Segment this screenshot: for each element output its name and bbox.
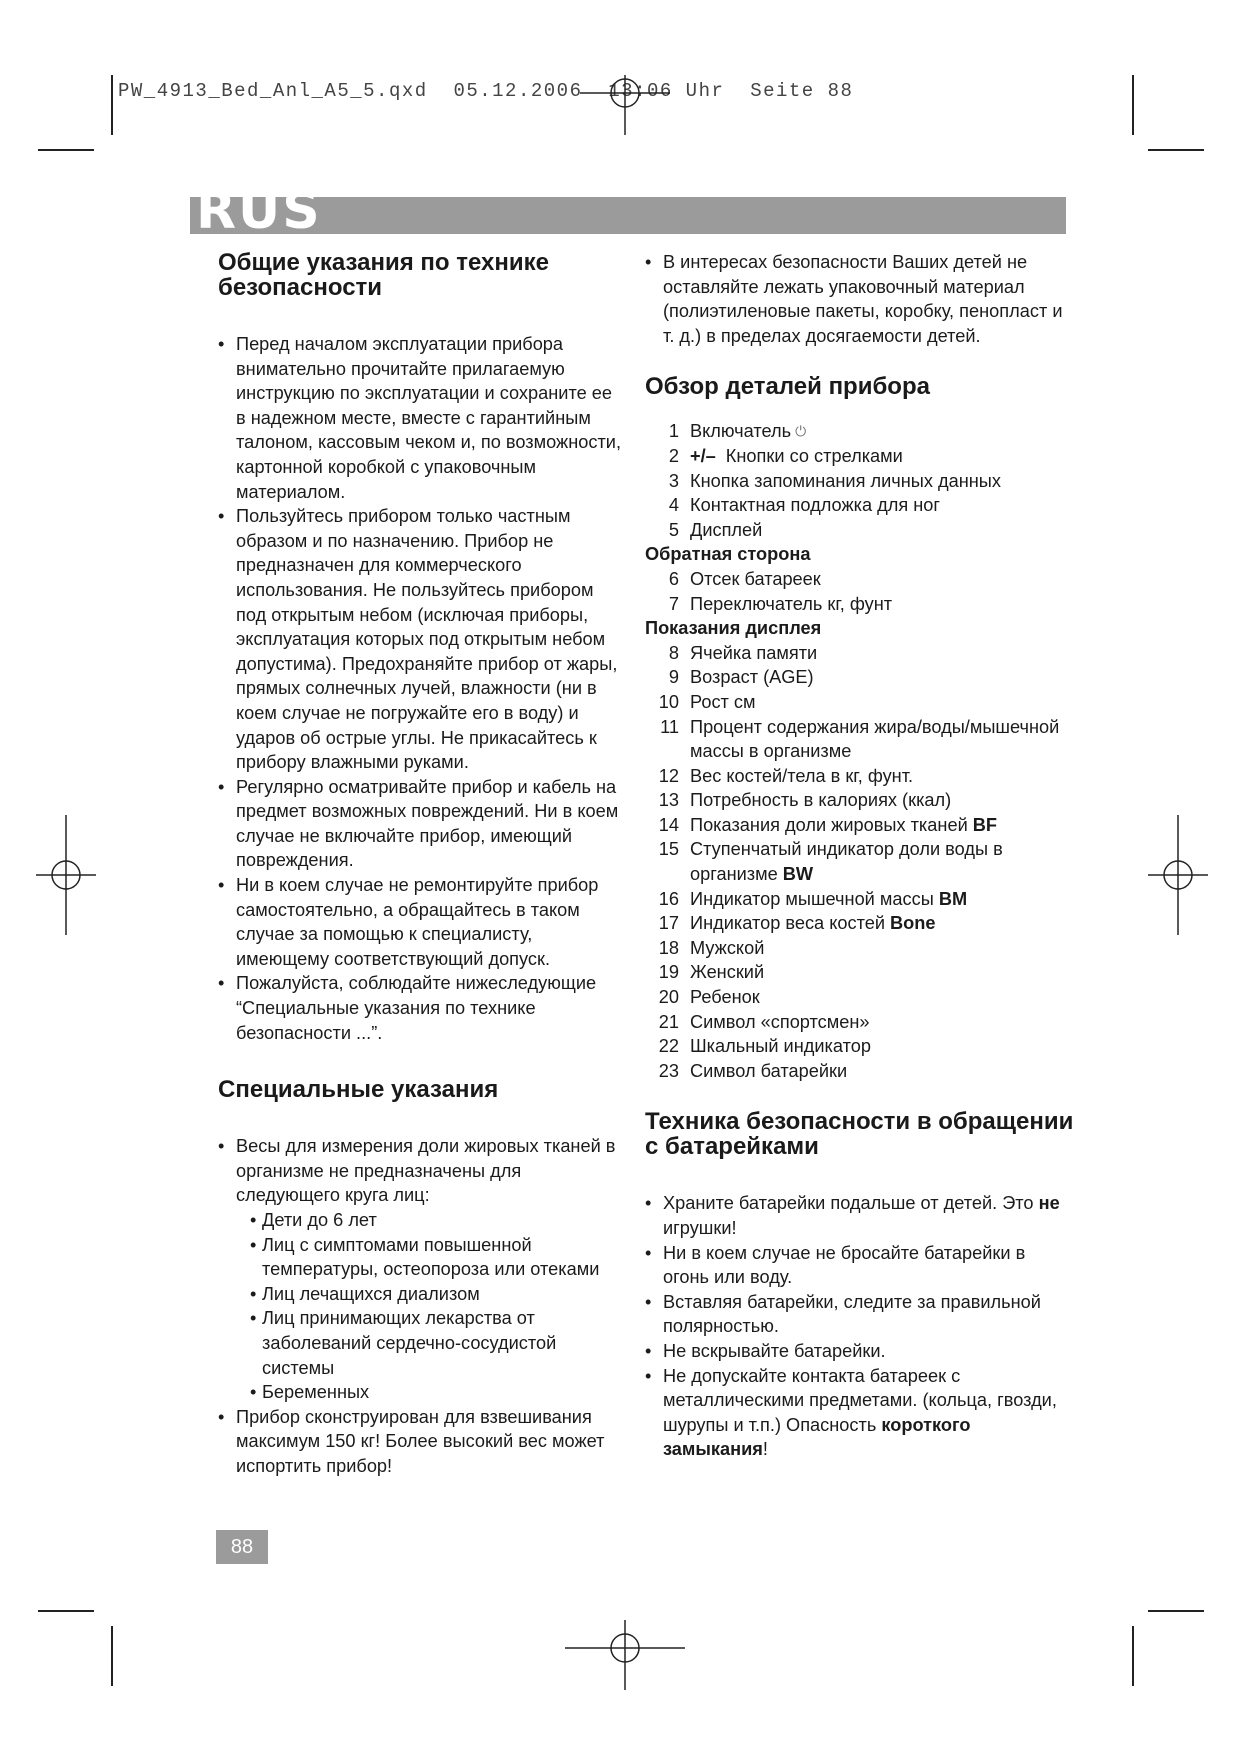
- part-label: Вес костей/тела в кг, фунт.: [690, 765, 914, 786]
- emphasis: не: [1038, 1193, 1060, 1214]
- part-label: Индикатор веса костей: [690, 913, 891, 934]
- part-label: Шкальный индикатор: [690, 1036, 871, 1057]
- heading-battery-safety: Техника безопасности в обращении с батарейками: [645, 1108, 1074, 1161]
- heading-parts-overview: Обзор деталей прибора: [645, 373, 930, 401]
- part-number: 15: [658, 839, 679, 860]
- part-number: 1: [668, 421, 679, 442]
- language-label: RUS: [196, 181, 322, 241]
- part-label: Ступенчатый индикатор доли воды в организме: [690, 839, 1003, 885]
- list-item-text: !: [762, 1439, 768, 1460]
- heading-special-notes: Специальные указания: [218, 1076, 499, 1104]
- crop-mark: [1132, 1626, 1134, 1686]
- part-item: [645, 788, 1075, 813]
- parts-list: [645, 419, 1075, 1083]
- registration-mark-bottom: [565, 1620, 685, 1690]
- part-number: 17: [658, 913, 679, 934]
- heading-general-safety: Общие указания по технике безопасности: [218, 249, 549, 301]
- general-safety-list: [218, 332, 623, 1045]
- sub-list: [236, 1208, 623, 1405]
- part-code: BW: [782, 864, 814, 885]
- registration-mark-right: [1148, 815, 1208, 935]
- list-item: • Перед началом эксплуатации прибора внимательно прочитайте прилагаемую инструкцию по эксплуатации и сохраните ее в надежном месте, вместе с гарантийным талоном, кассовым чеком и, по возможности, картонной коробкой с упаковочным материалом.: [218, 332, 623, 504]
- part-number: 19: [658, 962, 679, 983]
- list-item: • Прибор сконструирован для взвешивания максимум 150 кг! Более высокий вес может испортить прибор!: [218, 1405, 623, 1479]
- part-label: Кнопка запоминания личных данных: [690, 470, 1001, 491]
- crop-mark: [111, 1626, 113, 1686]
- part-number: 11: [660, 716, 679, 737]
- part-number: 5: [668, 519, 679, 540]
- part-number: 9: [668, 667, 679, 688]
- battery-safety-list: [645, 1191, 1075, 1462]
- left-column: [218, 250, 623, 1479]
- part-code: Bone: [890, 913, 936, 934]
- part-code: BF: [972, 814, 998, 835]
- plus-minus-symbol: +/–: [690, 445, 716, 466]
- list-item: • Пользуйтесь прибором только частным образом и по назначению. Прибор не предназначен для коммерческого использования. Не пользуйтесь прибором под открытым небом (исключая приборы, эксплуатация которых под открытым небом допустима). Предохраняйте прибор от жары, прямых солнечных лучей, влажности (ни в коем случае не погружайте его в воду) и ударов об острые углы. Не прикасайтесь к прибору влажными руками.: [218, 504, 623, 775]
- part-label: Символ батарейки: [690, 1060, 848, 1081]
- list-item: • Регулярно осматривайте прибор и кабель на предмет возможных повреждений. Ни в коем случае не включайте прибор, имеющий повреждения.: [218, 775, 623, 873]
- sub-list-item: • Беременных: [250, 1380, 623, 1405]
- part-item: [645, 1034, 1075, 1059]
- part-label: Индикатор мышечной массы: [690, 888, 939, 909]
- list-item: • Не вскрывайте батарейки.: [645, 1339, 1075, 1364]
- part-label: Мужской: [690, 937, 765, 958]
- part-number: 22: [658, 1036, 679, 1057]
- section-label-display: Показания дисплея: [645, 618, 822, 639]
- part-item: [645, 837, 1075, 886]
- part-item: [645, 813, 1075, 838]
- part-label: Процент содержания жира/воды/мышечной массы в организме: [690, 716, 1060, 762]
- list-item-text: Не допускайте контакта батареек с металлическими предметами. (кольца, гвозди, шурупы и т.п.) Опасность: [663, 1365, 1057, 1435]
- part-number: 23: [658, 1060, 679, 1081]
- sub-list-item: • Лиц лечащихся диализом: [250, 1282, 623, 1307]
- part-item: [645, 690, 1075, 715]
- part-item: [645, 469, 1075, 494]
- section-label-back: Обратная сторона: [645, 544, 811, 565]
- part-label: Ребенок: [690, 987, 760, 1008]
- part-number: 4: [668, 495, 679, 516]
- part-label: Контактная подложка для ног: [690, 495, 941, 516]
- crop-mark: [1148, 149, 1204, 151]
- part-item: [645, 419, 1075, 444]
- list-item: • В интересах безопасности Ваших детей не оставляйте лежать упаковочный материал (полиэтиленовые пакеты, коробку, пенопласт и т. д.) в пределах досягаемости детей.: [645, 250, 1075, 348]
- crop-mark: [38, 1610, 94, 1612]
- part-label: Кнопки со стрелками: [725, 445, 903, 466]
- part-number: 20: [658, 987, 679, 1008]
- part-item: [645, 985, 1075, 1010]
- part-number: 7: [668, 593, 679, 614]
- sub-list-item: • Лиц принимающих лекарства от заболеваний сердечно-сосудистой системы: [250, 1306, 623, 1380]
- part-item: [645, 936, 1075, 961]
- right-column: [645, 250, 1075, 1462]
- part-item: [645, 911, 1075, 936]
- list-item-text: Храните батарейки подальше от детей. Это: [663, 1193, 1039, 1214]
- part-item: [645, 887, 1075, 912]
- part-number: 2: [668, 445, 679, 466]
- list-item: [645, 1191, 1075, 1240]
- part-item: [645, 641, 1075, 666]
- crop-mark: [1148, 1610, 1204, 1612]
- part-label: Включатель: [690, 421, 792, 442]
- sub-list-item: • Дети до 6 лет: [250, 1208, 623, 1233]
- crop-mark: [1132, 75, 1134, 135]
- part-number: 21: [658, 1011, 679, 1032]
- list-item: • Пожалуйста, соблюдайте нижеследующие “Специальные указания по технике безопасности ...”.: [218, 971, 623, 1045]
- part-item: [645, 444, 1075, 469]
- part-item: [645, 518, 1075, 543]
- page-number: 88: [216, 1530, 268, 1564]
- emphasis: короткого замыкания: [663, 1414, 971, 1460]
- part-item: [645, 592, 1075, 617]
- part-item: [645, 665, 1075, 690]
- part-label: Переключатель кг, фунт: [690, 593, 893, 614]
- part-number: 18: [658, 937, 679, 958]
- part-item: [645, 715, 1075, 764]
- part-number: 14: [658, 814, 679, 835]
- sub-list-item: • Лиц с симптомами повышенной температуры, остеопороза или отеками: [250, 1233, 623, 1282]
- part-number: 6: [668, 568, 679, 589]
- part-number: 16: [658, 888, 679, 909]
- part-item: [645, 764, 1075, 789]
- print-slug: PW_4913_Bed_Anl_A5_5.qxd 05.12.2006 13:06 Uhr Seite 88: [118, 80, 854, 102]
- list-item: • Ни в коем случае не ремонтируйте прибор самостоятельно, а обращайтесь в таком случае за помощью к специалисту, имеющему соответствующий допуск.: [218, 873, 623, 971]
- list-item: • Ни в коем случае не бросайте батарейки в огонь или воду.: [645, 1241, 1075, 1290]
- part-number: 8: [668, 642, 679, 663]
- part-item: [645, 960, 1075, 985]
- part-label: Рост см: [690, 691, 756, 712]
- crop-mark: [111, 75, 113, 135]
- part-item: [645, 567, 1075, 592]
- part-label: Символ «спортсмен»: [690, 1011, 870, 1032]
- part-item: [645, 1010, 1075, 1035]
- list-item-text: игрушки!: [663, 1218, 737, 1238]
- part-label: Отсек батареек: [690, 568, 821, 589]
- part-item: [645, 1059, 1075, 1084]
- part-label: Ячейка памяти: [690, 642, 818, 663]
- part-label: Потребность в калориях (ккал): [690, 790, 952, 811]
- part-label: Женский: [690, 962, 765, 983]
- list-item: [218, 1134, 623, 1405]
- list-item: [645, 1364, 1075, 1462]
- part-label: Показания доли жировых тканей: [690, 814, 973, 835]
- part-number: 10: [658, 691, 679, 712]
- registration-mark-left: [36, 815, 96, 935]
- special-notes-list: [218, 1134, 623, 1478]
- part-label: Возраст (AGE): [690, 667, 814, 688]
- part-number: 3: [668, 470, 679, 491]
- part-label: Дисплей: [690, 519, 763, 540]
- part-number: 12: [658, 765, 679, 786]
- crop-mark: [38, 149, 94, 151]
- part-code: BM: [938, 888, 968, 909]
- part-item: [645, 493, 1075, 518]
- registration-mark-top: [580, 75, 670, 135]
- children-safety-list: [645, 250, 1075, 348]
- list-item-text: Весы для измерения доли жировых тканей в организме не предназначены для следующего круга лиц:: [236, 1136, 616, 1206]
- power-icon: ⏻: [795, 423, 807, 440]
- part-number: 13: [658, 790, 679, 811]
- list-item: • Вставляя батарейки, следите за правильной полярностью.: [645, 1290, 1075, 1339]
